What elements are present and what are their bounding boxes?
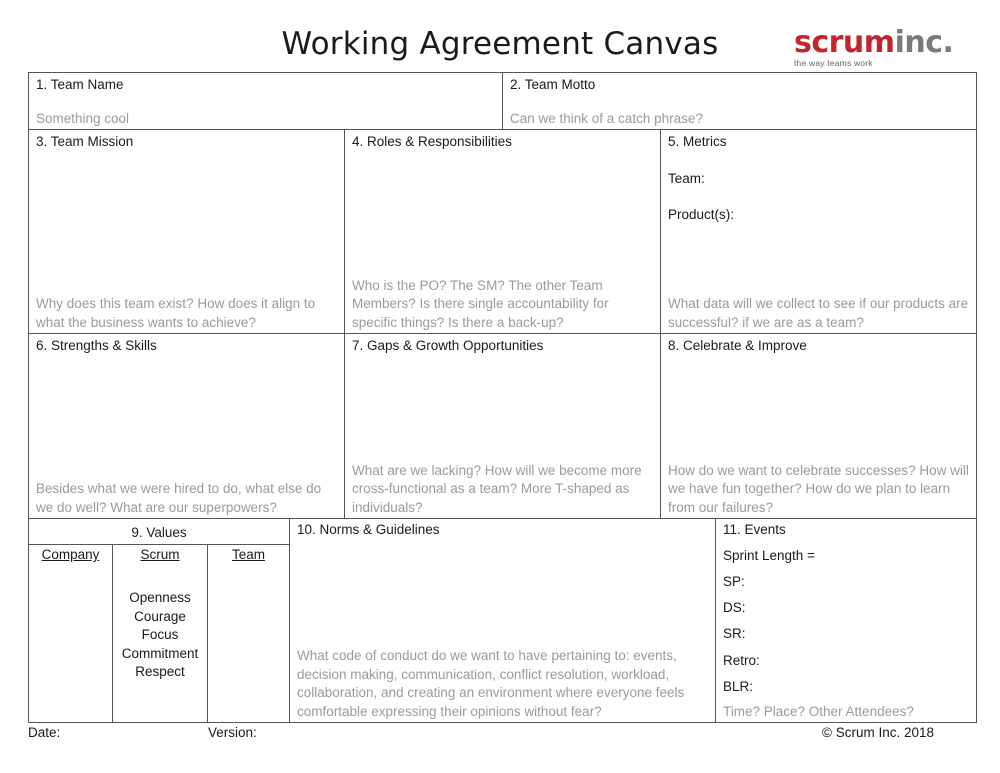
events-sr: SR: xyxy=(723,626,746,641)
events-ds: DS: xyxy=(723,600,746,615)
norms-heading: 10. Norms & Guidelines xyxy=(297,522,440,537)
metrics-product-label: Product(s): xyxy=(668,207,735,222)
scrum-value: Courage xyxy=(134,608,186,624)
norms-section[interactable] xyxy=(289,518,716,723)
roles-section[interactable] xyxy=(344,129,661,334)
events-heading: 11. Events xyxy=(723,522,786,537)
events-hint: Time? Place? Other Attendees? xyxy=(723,703,914,719)
celebrate-hint: How do we want to celebrate successes? How will we have fun together? How do we plan to learn from our failures? xyxy=(668,462,969,515)
team-mission-heading: 3. Team Mission xyxy=(36,134,134,149)
strengths-hint: Besides what we were hired to do, what else do we do well? What are our superpowers? xyxy=(36,481,322,515)
logo-text-scrum: scrum xyxy=(794,25,895,60)
scrum-value: Commitment xyxy=(121,645,199,661)
values-scrum-header: Scrum xyxy=(140,547,180,562)
logo-tagline: the way teams work xyxy=(794,58,873,68)
footer-copyright: © Scrum Inc. 2018 xyxy=(822,725,934,740)
events-sprint-length: Sprint Length = xyxy=(723,548,815,563)
scrum-value: Openness xyxy=(129,590,191,605)
values-company-header: Company xyxy=(41,547,100,562)
celebrate-heading: 8. Celebrate & Improve xyxy=(668,338,807,353)
norms-hint: What code of conduct do we want to have pertaining to: events, decision making, communication, conflict resolution, workload, collaboration, and creating an environment where everyone feels comfortable expressing their opinions without fear? xyxy=(297,648,685,719)
team-motto-heading: 2. Team Motto xyxy=(510,77,596,92)
team-motto-hint: Can we think of a catch phrase? xyxy=(510,110,703,126)
events-retro: Retro: xyxy=(723,653,760,668)
metrics-hint: What data will we collect to see if our products are successful? if we are as a team? xyxy=(668,296,969,330)
team-mission-hint: Why does this team exist? How does it align to what the business wants to achieve? xyxy=(36,296,316,330)
metrics-heading: 5. Metrics xyxy=(668,134,727,149)
celebrate-section[interactable] xyxy=(660,333,977,519)
team-name-hint: Something cool xyxy=(36,110,130,126)
scrum-values-list xyxy=(113,589,207,682)
strengths-section[interactable] xyxy=(28,333,345,519)
strengths-heading: 6. Strengths & Skills xyxy=(36,338,157,353)
metrics-team-label: Team: xyxy=(668,171,705,186)
values-team-header: Team xyxy=(231,547,265,562)
events-sp: SP: xyxy=(723,574,745,589)
scrum-value: Respect xyxy=(135,664,185,679)
team-name-section[interactable] xyxy=(28,72,503,130)
scruminc-logo xyxy=(794,25,954,68)
metrics-section[interactable] xyxy=(660,129,977,334)
scrum-value: Focus xyxy=(141,627,179,642)
values-team-column[interactable] xyxy=(207,544,290,723)
values-scrum-column xyxy=(112,544,208,723)
team-name-heading: 1. Team Name xyxy=(36,77,124,92)
footer-date: Date: xyxy=(28,725,61,740)
page-title: Working Agreement Canvas xyxy=(281,26,719,62)
values-company-column[interactable] xyxy=(28,544,113,723)
gaps-section[interactable] xyxy=(344,333,661,519)
values-heading: 9. Values xyxy=(131,525,187,540)
logo-text-inc: inc. xyxy=(894,25,954,60)
events-section[interactable] xyxy=(715,518,977,723)
team-motto-section[interactable] xyxy=(502,72,977,130)
footer-version: Version: xyxy=(208,725,257,740)
gaps-hint: What are we lacking? How will we become more cross-functional as a team? More T-shaped as individuals? xyxy=(352,462,642,515)
team-mission-section[interactable] xyxy=(28,129,345,334)
roles-heading: 4. Roles & Responsibilities xyxy=(352,134,512,149)
gaps-heading: 7. Gaps & Growth Opportunities xyxy=(352,338,544,353)
roles-hint: Who is the PO? The SM? The other Team Members? Is there single accountability for specific things? Is there a back-up? xyxy=(352,277,609,330)
events-blr: BLR: xyxy=(723,679,754,694)
